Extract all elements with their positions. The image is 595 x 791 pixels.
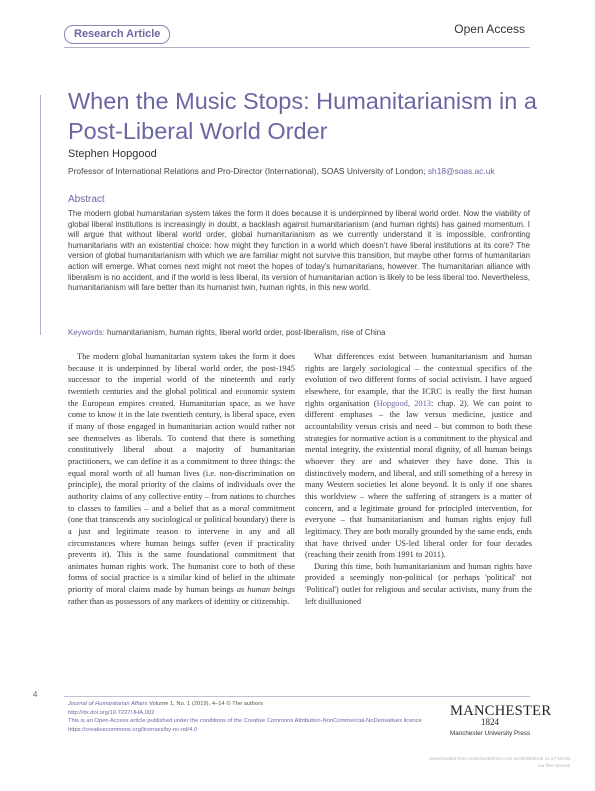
publisher-name: Manchester University Press [450,730,531,737]
paragraph-text: commitment (one that transcends any sociological or political boundary) there is a just and legitimate reason to intervene in any and all circumstances where human beings suffer (even if practicality prevents it). This is the same foundational commitment that animates human rights work. The humanist core to both of these forms of social practice is a similar kind of belief in the ultimate priority of moral claims made by human beings [68,503,296,595]
header-divider [64,47,530,48]
abstract-text: The modern global humanitarian system takes the form it does because it is underpinned by liberal world order. Now the viability of global liberal institutions is increasingly in doubt, a backlash against humanitarianism (and human rights) has gained momentum. I will argue that without liberal world order, global humanitarianism as we currently understand it is impossible, confronting humanitarians with an existential choice: how might they function in a world which doesn't have liberal institutions at its core? The version of global humanitarianism with which we are familiar might not survive this transition, but maybe other forms of humanitarian action will emerge. What comes next might not meet the hopes of today's humanitarians, however. The humanitarian alliance with liberalism is no accident, and if the world is less liberal, its version of humanitarian action is likely to be less liberal too. Nevertheless, humanitarianism will fare better than its humanist twin, human rights, in this new world. [68,209,530,293]
body-paragraph [68,351,295,607]
author-affiliation [68,166,495,176]
keywords-label: Keywords: [68,328,105,337]
author-name: Stephen Hopgood [68,148,157,160]
body-column-right [305,351,532,607]
body-column-left [68,351,295,607]
paragraph-text: The modern global humanitarian system takes the form it does because it is underpinned by liberal world order, the post-1945 successor to the imperial world of the nineteenth and early twentieth centuries and the global political and economic system the European empires created. Humanitarian space, as we have come to know it in the late twentieth century, is liberal space, even if many of those engaged in humanitarian action would rather not see themselves as liberals. To contend that there is something constitutively liberal about a majority of humanitarian practitioners, we can define it as a commitment to three things: the equal moral worth of all human lives (i.e. non-discrimination on principle), the moral priority of the claims of individuals over the authority claims of any collective entity – from nations to churches to classes to families – and a belief that as a [68,352,295,513]
download-note-line: via free access [538,764,570,769]
article-type-badge: Research Article [64,25,170,44]
footer-divider [64,696,530,697]
margin-divider [40,95,41,335]
paragraph-emphasis: moral [229,503,250,513]
download-note-line: Downloaded from manchesterhive.com at 09/06/2019 11:17:18AM [429,757,570,762]
page-number: 4 [33,690,38,699]
article-title: When the Music Stops: Humanitarianism in a Post-Liberal World Order [68,88,537,144]
license-url-link[interactable]: https://creativecommons.org/licenses/by-nc-nd/4.0 [68,726,198,733]
keywords-text: humanitarianism, human rights, liberal world order, post-liberalism, rise of China [107,328,386,337]
citation-link[interactable]: Hopgood, 2013 [376,398,431,408]
download-watermark [429,756,570,770]
affiliation-text: Professor of International Relations and Pro-Director (International), SOAS University of London; [68,166,426,176]
body-paragraph [305,351,532,561]
paragraph-text: rather than as possessors of any markers of identity or citizenship. [68,596,290,606]
author-email-link[interactable]: sh18@soas.ac.uk [427,166,495,176]
body-paragraph: During this time, both humanitarianism and human rights have provided a seemingly non-political (or perhaps 'political' not 'Political') outlet for religious and secular activists, many from the left disillusioned [305,561,532,606]
open-access-label: Open Access [454,22,525,36]
license-statement: This is an Open Access article published under the conditions of the Creative Commons Attribution-NonCommercial-NoDerivatives licence [68,718,422,725]
journal-citation [68,700,448,709]
keywords-line [68,328,386,337]
publisher-logo-word: MANCHESTER [450,703,552,719]
publisher-logo-year: 1824 [481,717,499,727]
journal-name: Journal of Humanitarian Affairs [68,701,148,707]
doi-link[interactable]: http://dx.doi.org/10.7227/JHA.002 [68,709,155,716]
paragraph-emphasis: as human beings [236,585,295,595]
footer-info [68,700,448,734]
journal-details: Volume 1, No. 1 (2019), 4–14 © The authors [149,701,264,707]
publisher-logo [450,703,552,737]
paragraph-text: What differences exist between humanitarianism and human rights are largely sociological – the contextual specifics of the evolution of two different forms of social activism. I have argued elsewhere, for example, that the ICRC is really the first human rights organisation ( [305,352,532,408]
abstract-heading: Abstract [68,194,105,205]
paragraph-text: : chap. 2). We can point to different emphases – the law versus medicine, justice and accountability versus crisis and need – but common to both these strategies for normative action is a commitment to the physical and mental integrity, the existential moral dignity, of all human beings whoever they are and whatever they have done. This is distinctively modern, and liberal, and still something of a heresy in many Western societies let alone beyond. It is only if one shares this worldview – where the suffering of strangers is a matter of concern, and a legitimate ground for principled intervention, for everyone – that humanitarianism and human rights enjoy full legitimacy. They are both morally grounded by the same ends, ends that have thrived under US-led liberal order for four decades (reaching their zenith from 1991 to 2011). [305,398,532,560]
